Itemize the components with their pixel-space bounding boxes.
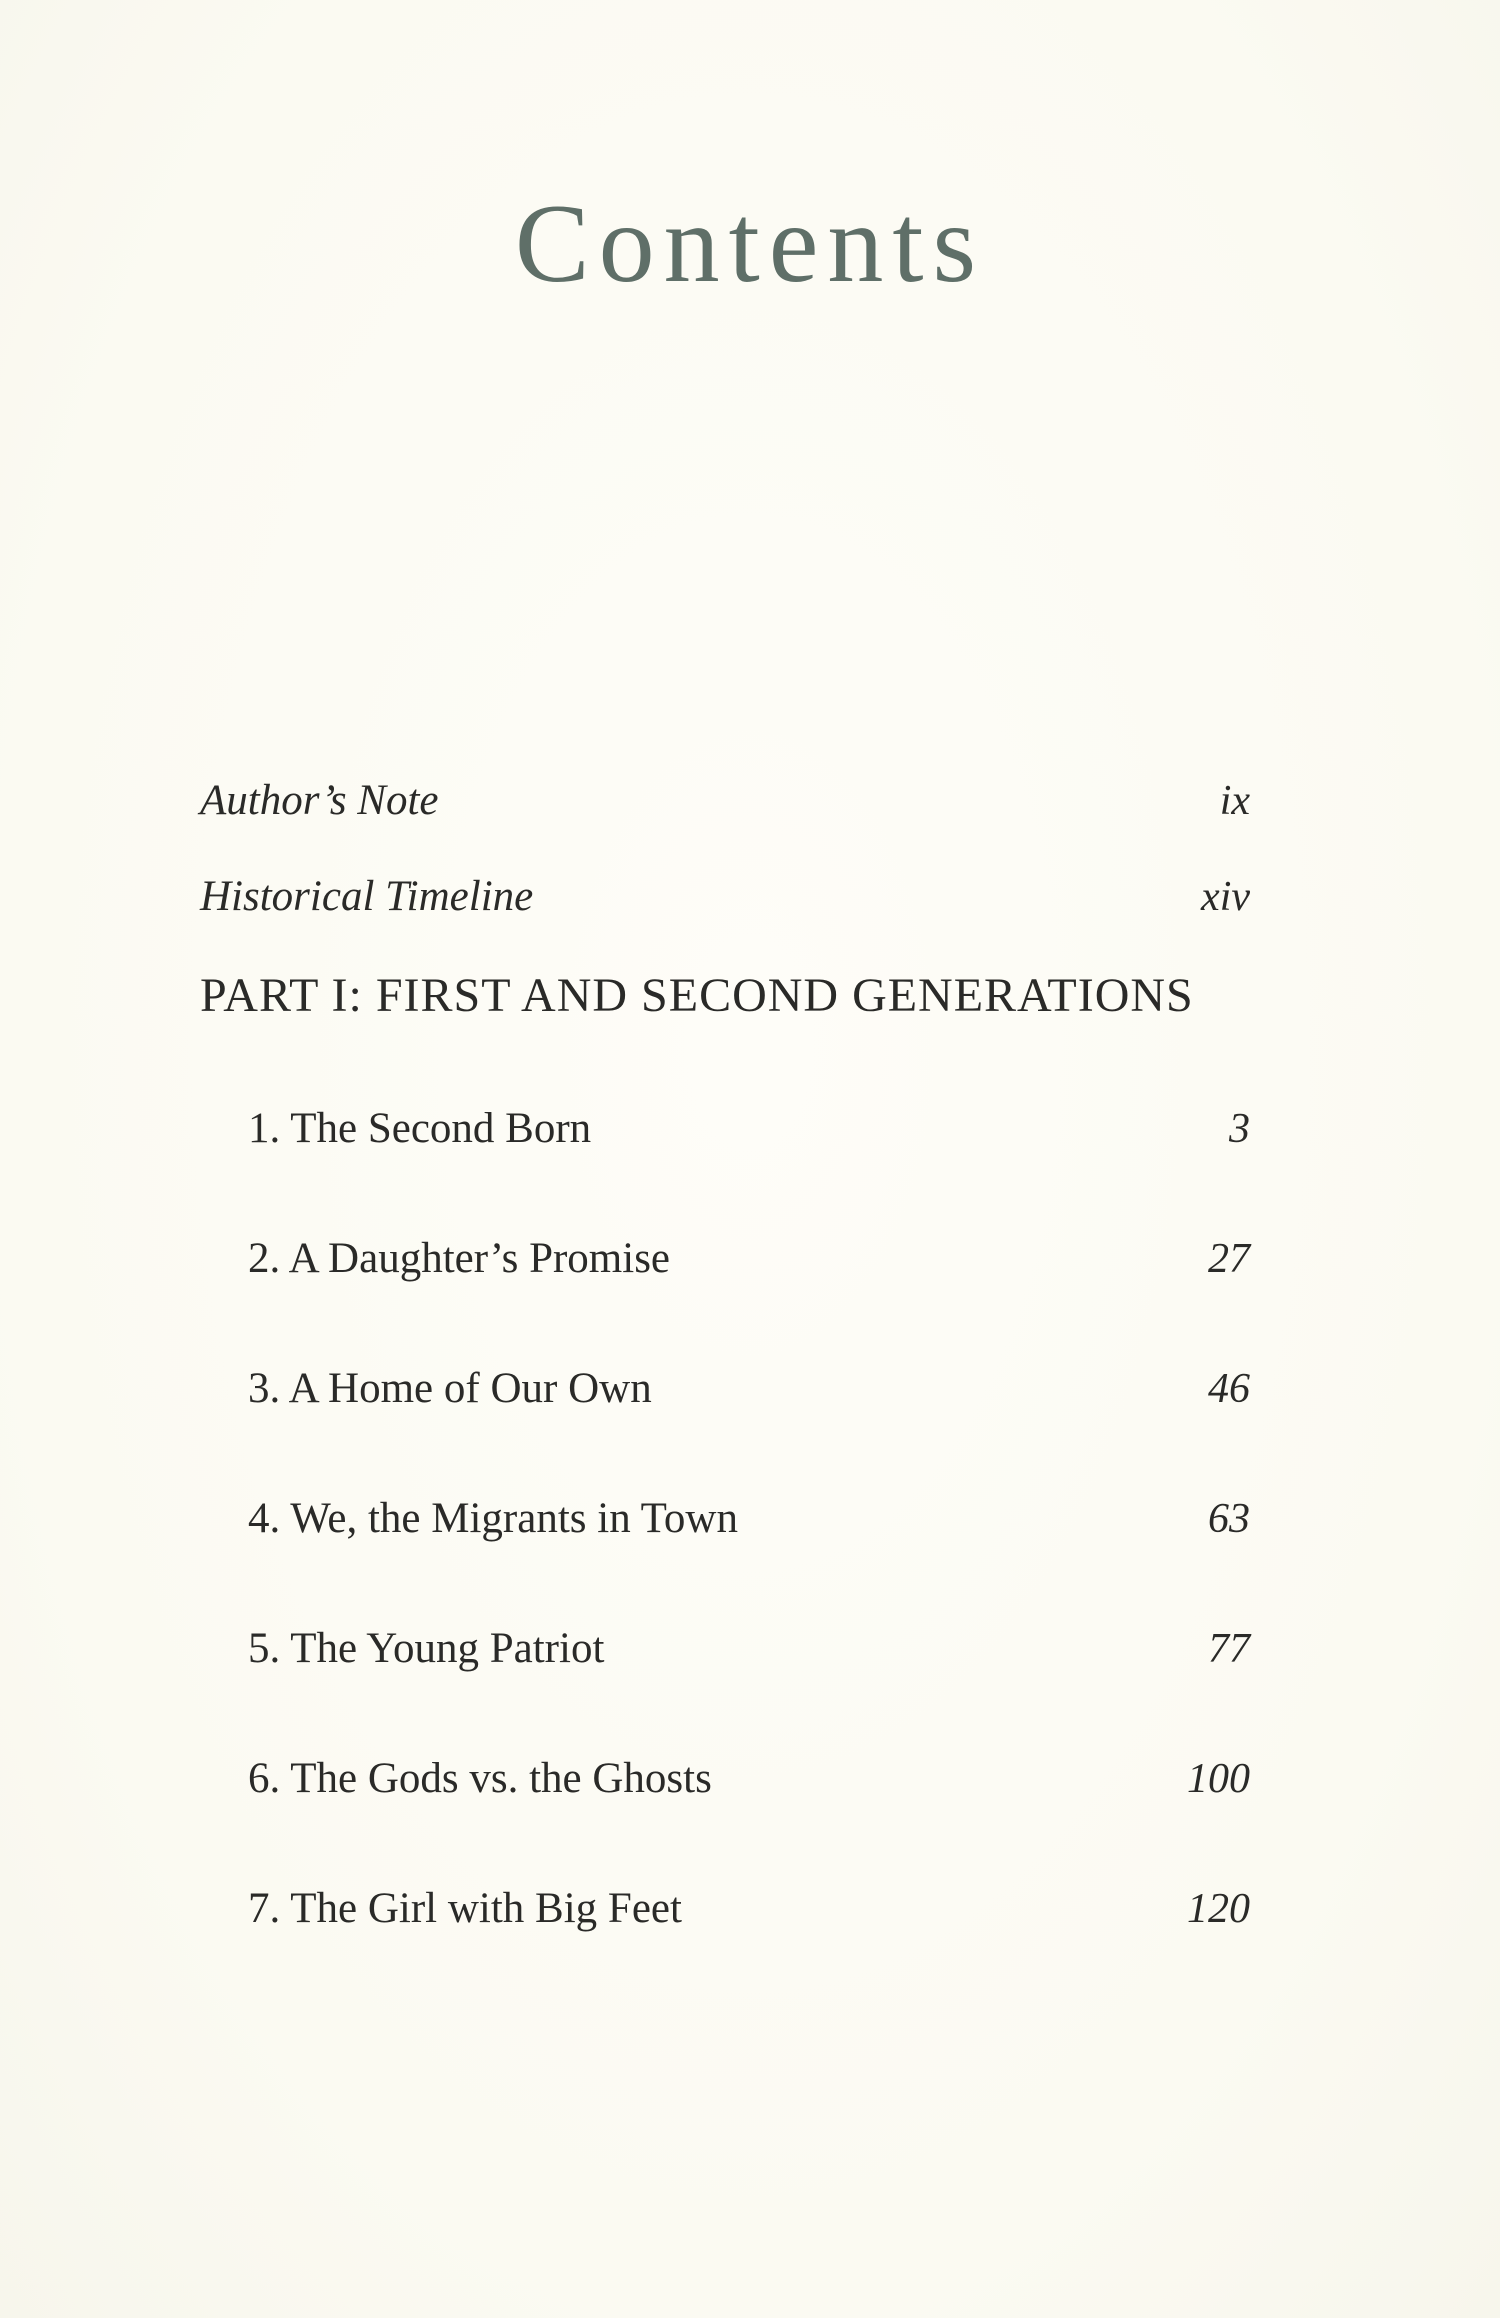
toc-entry-label: 2. A Daughter’s Promise	[248, 1235, 671, 1282]
toc-entry-page: 100	[1187, 1756, 1250, 1802]
toc-entry-label: Historical Timeline	[200, 873, 534, 920]
toc-entry-chapter-3[interactable]	[200, 1330, 1250, 1410]
toc-entry-authors-note[interactable]	[200, 742, 1250, 822]
toc-entry-label: 7. The Girl with Big Feet	[248, 1885, 682, 1932]
contents-title: Contents	[514, 182, 986, 306]
toc-entry-chapter-6[interactable]	[200, 1720, 1250, 1800]
toc-entry-chapter-2[interactable]	[200, 1200, 1250, 1280]
toc-entry-chapter-7[interactable]	[200, 1850, 1250, 1930]
toc-entry-chapter-4[interactable]	[200, 1460, 1250, 1540]
toc-entry-chapter-5[interactable]	[200, 1590, 1250, 1670]
toc-entry-page: 120	[1187, 1886, 1250, 1932]
toc-entry-label: 3. A Home of Our Own	[248, 1365, 652, 1412]
part-heading: PART I: FIRST AND SECOND GENERATIONS	[200, 969, 1194, 1022]
toc-entry-page: 77	[1208, 1626, 1250, 1672]
toc-entry-chapter-1[interactable]	[200, 1070, 1250, 1150]
toc-entry-page: xiv	[1201, 874, 1250, 920]
toc-entry-label: 5. The Young Patriot	[248, 1625, 605, 1672]
toc-entry-page: 63	[1208, 1496, 1250, 1542]
toc-entry-page: 3	[1229, 1106, 1250, 1152]
toc-entry-historical-timeline[interactable]	[200, 838, 1250, 918]
toc-entry-label: Author’s Note	[200, 777, 439, 824]
toc-entry-page: 27	[1208, 1236, 1250, 1282]
toc-entry-label: 6. The Gods vs. the Ghosts	[248, 1755, 712, 1802]
toc-entry-label: 4. We, the Migrants in Town	[248, 1495, 738, 1542]
toc-entry-label: 1. The Second Born	[248, 1105, 592, 1152]
toc-entry-page: 46	[1208, 1366, 1250, 1412]
toc-entry-page: ix	[1219, 778, 1250, 824]
